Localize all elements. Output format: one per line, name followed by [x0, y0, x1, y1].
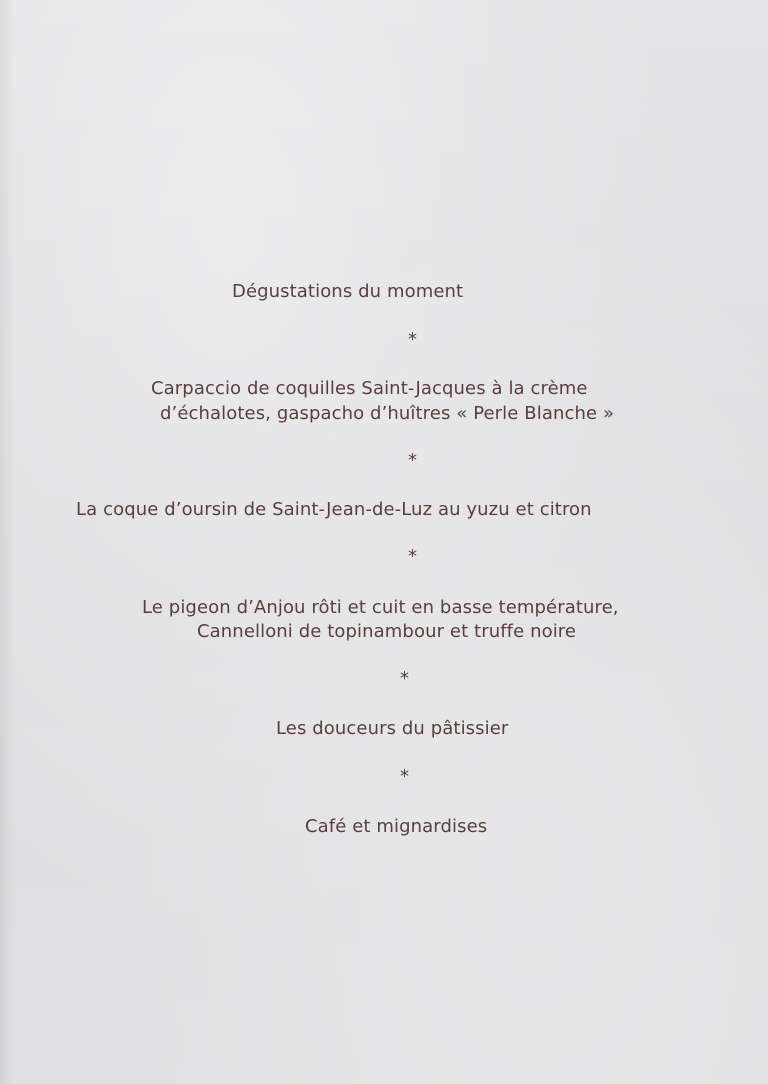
- paper-fold-shadow: [0, 0, 14, 1084]
- separator-1: *: [408, 329, 417, 350]
- separator-5: *: [400, 766, 409, 787]
- course-1: Dégustations du moment: [232, 281, 464, 302]
- course-6: Café et mignardises: [305, 816, 488, 837]
- course-4-line-2: Cannelloni de topinambour et truffe noire: [197, 621, 577, 642]
- course-3: La coque d’oursin de Saint-Jean-de-Luz au yuzu et citron: [76, 499, 592, 520]
- separator-2: *: [408, 450, 417, 471]
- separator-4: *: [400, 668, 409, 689]
- separator-3: *: [408, 546, 417, 567]
- course-2-line-1: Carpaccio de coquilles Saint-Jacques à la crème: [151, 378, 588, 399]
- course-5: Les douceurs du pâtissier: [276, 718, 509, 739]
- course-4-line-1: Le pigeon d’Anjou rôti et cuit en basse température,: [142, 597, 619, 618]
- course-2-line-2: d’échalotes, gaspacho d’huîtres « Perle Blanche »: [160, 403, 615, 424]
